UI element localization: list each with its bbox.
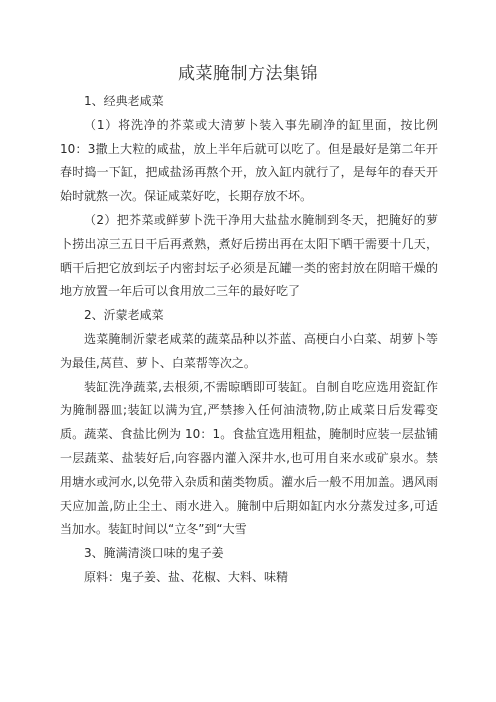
section-1-paragraph-1: （1）将洗净的芥菜或大清萝卜装入事先刷净的缸里面，按比例10：3撒上大粒的咸盐，放上半年后就可以吃了。但是最好是第二年开春时捣一下缸，把咸盐汤再熬个开，放入缸内就行了，是每年的春天开始时就熬一次。保证咸菜好吃，长期存放不坏。 [60,117,438,204]
section-2-paragraph-1: 选菜腌制沂蒙老咸菜的蔬菜品种以芥蓝、高梗白小白菜、胡萝卜等为最佳,莴苣、萝卜、白菜帮等次之。 [60,331,438,370]
page-title: 咸菜腌制方法集锦 [178,64,318,84]
section-3-paragraph-1: 原料：鬼子姜、盐、花椒、大料、味精 [84,569,289,584]
section-heading-2: 2、沂蒙老咸菜 [84,308,164,323]
section-heading-1: 1、经典老咸菜 [84,94,164,108]
document-body [60,90,438,590]
section-heading-3: 3、腌满清淡口味的鬼子姜 [84,546,224,561]
section-1-paragraph-2: （2）把芥菜或鲜萝卜洗干净用大盐盐水腌制到冬天，把腌好的萝卜捞出凉三五日干后再煮熟，煮好后捞出再在太阳下晒干需要十几天，晒干后把它放到坛子内密封坛子必须是瓦罐一类的密封放在阴暗干燥的地方放置一年后可以食用放二三年的最好吃了 [60,212,438,299]
section-2-paragraph-2: 装缸洗净蔬菜,去根须,不需晾晒即可装缸。自制自吃应选用瓷缸作为腌制器皿;装缸以满为宜,严禁掺入任何油渍物,防止咸菜日后发霉变质。蔬菜、食盐比例为 10：1。食盐宜选用粗盐，腌制时应装一层盐铺一层蔬菜、盐装好后,向容器内灌入深井水,也可用自来水或矿泉水。禁用塘水或河水,以免带入杂质和菌类物质。灌水后一般不用加盖。遇风雨天应加盖,防止尘土、雨水进入。腌制中后期如缸内水分蒸发过多,可适当加水。装缸时间以“立冬”到“大雪 [60,379,438,537]
